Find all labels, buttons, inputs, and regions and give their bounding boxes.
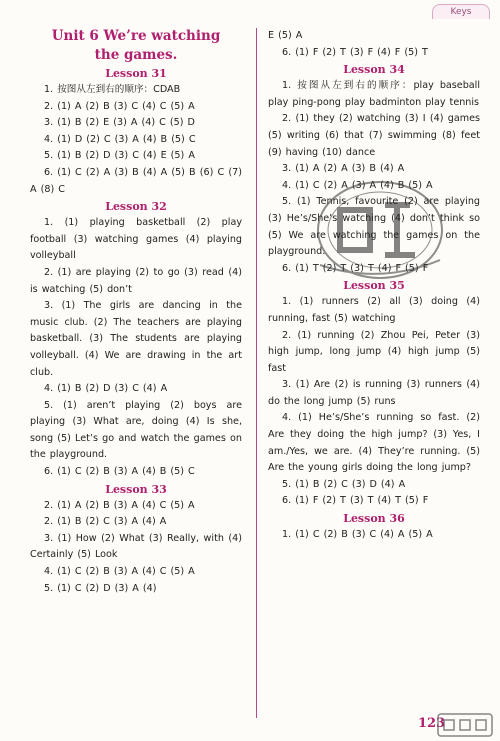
l35-item-4: 4. (1) He’s/She’s running so fast. (2) Are they doing the high jump? (3) Yes, I am./Yes, we are. (4) They’re running. (5) Are the young girls doing the long jump?: [268, 412, 480, 474]
column-divider: [256, 28, 257, 718]
l33-item-4: 4. (1) C (2) B (3) A (4) C (5) A: [44, 566, 195, 578]
unit-title-line-2: the games.: [94, 47, 178, 63]
l34-item-4: 4. (1) C (2) A (3) A (4) B (5) A: [282, 179, 433, 191]
l31-item-6: 6. (1) C (2) A (3) B (4) A (5) B (6) C (7) A (8) C: [30, 166, 242, 195]
left-column: [30, 28, 242, 597]
l36-item-1: 1. (1) C (2) B (3) C (4) A (5) A: [282, 529, 433, 541]
right-column: [268, 28, 480, 544]
l33-item-1: 2. (1) A (2) B (3) A (4) C (5) A: [44, 499, 195, 511]
l33-item-3: 3. (1) How (2) What (3) Really, with (4) Certainly (5) Look: [30, 532, 242, 561]
l35-item-5: 5. (1) B (2) C (3) D (4) A: [282, 478, 406, 490]
l31-item-2: 2. (1) A (2) B (3) C (4) C (5) A: [44, 100, 195, 112]
l31-item-5: 5. (1) B (2) D (3) C (4) E (5) A: [44, 150, 195, 162]
l32-item-2: 2. (1) are playing (2) to go (3) read (4) is watching (5) don’t: [30, 266, 242, 295]
answer-key-page: [30, 28, 488, 718]
continued-line: E (5) A: [268, 30, 303, 41]
l32-item-3: 3. (1) The girls are dancing in the music club. (2) The teachers are playing basketball. (3) The students are playing volleyball. (4) We are drawing in the art club.: [30, 300, 242, 378]
l35-item-6: 6. (1) F (2) T (3) T (4) T (5) F: [282, 495, 429, 507]
l35-item-3: 3. (1) Are (2) is running (3) runners (4) do the long jump (5) runs: [268, 379, 480, 407]
l34-item-2: 2. (1) they (2) watching (3) I (4) games (5) writing (6) that (7) swimming (8) feet (9) having (10) dance: [268, 113, 480, 158]
l35-item-1: 1. (1) runners (2) all (3) doing (4) running, fast (5) watching: [268, 296, 480, 324]
l31-item-4: 4. (1) D (2) C (3) A (4) B (5) C: [44, 133, 196, 145]
unit-title-line-1: Unit 6 We’re watching: [51, 28, 221, 44]
l32-item-6: 6. (1) C (2) B (3) A (4) B (5) C: [44, 466, 195, 478]
l32-item-4: 4. (1) B (2) D (3) C (4) A: [44, 383, 168, 395]
l32-item-1: 1. (1) playing basketball (2) play football (3) watching games (4) playing volleyball: [30, 217, 242, 262]
lesson-31-title: Lesson 31: [105, 67, 167, 80]
lesson-33-title: Lesson 33: [105, 482, 167, 496]
page-number: 123: [418, 716, 446, 731]
l31-item-3: 3. (1) B (2) E (3) A (4) C (5) D: [44, 117, 195, 129]
lesson-36-title: Lesson 36: [343, 512, 405, 526]
l31-item-1: 1. 按图从左到右的顺序：CDAB: [44, 84, 181, 95]
lesson-32-title: Lesson 32: [105, 200, 167, 214]
l34-item-1: 1. 按图从左到右的顺序：play baseball play ping-pong play badminton play tennis: [268, 80, 480, 108]
keys-tab: Keys: [432, 4, 490, 19]
lesson-34-title: Lesson 34: [343, 63, 405, 77]
l33-item-2: 2. (1) B (2) C (3) A (4) A: [44, 516, 167, 528]
l32-item-5: 5. (1) aren’t playing (2) boys are playing (3) What are, doing (4) Is she, song (5) Let’s go and watch the games on the playground.: [30, 399, 242, 461]
corner-logo-icon: [408, 712, 494, 738]
continued-item-6: 6. (1) F (2) T (3) F (4) F (5) T: [282, 46, 428, 58]
lesson-35-title: Lesson 35: [343, 279, 405, 293]
l34-item-6: 6. (1) T (2) T (3) T (4) F (5) F: [282, 262, 429, 274]
l35-item-2: 2. (1) running (2) Zhou Pei, Peter (3) high jump, long jump (4) high jump (5) fast: [268, 329, 480, 374]
l33-item-5: 5. (1) C (2) D (3) A (4): [44, 582, 157, 594]
l34-item-3: 3. (1) A (2) A (3) B (4) A: [282, 163, 405, 175]
l34-item-5: 5. (1) Tennis, favourite (2) are playing (3) He’s/She’s watching (4) don’t think so (5) We are watching the games on the playground.: [268, 196, 480, 258]
